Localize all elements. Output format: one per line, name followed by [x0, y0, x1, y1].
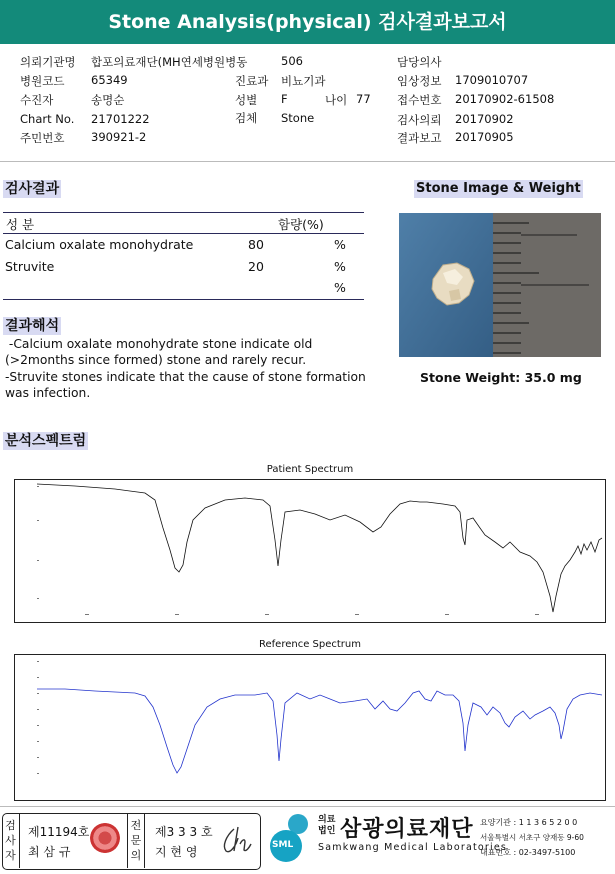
footer-divider [0, 806, 615, 807]
sex-label: 성별 [235, 93, 258, 107]
row-1-value: 80 [248, 237, 264, 252]
row-3-unit: % [334, 280, 346, 295]
spectrum-section-title: 분석스펙트럼 [5, 433, 87, 449]
examiner-license: 제11194호 [28, 825, 90, 839]
col-content-header: 함량(%) [278, 217, 324, 232]
interpretation-line-1: -Calcium oxalate monohydrate stone indicate old [5, 337, 313, 351]
examiner-seal [90, 823, 120, 853]
reference-spectrum-line [37, 689, 602, 773]
age-label: 나이 [325, 93, 348, 107]
chart-value: 21701222 [91, 112, 150, 126]
org-info-1: 요양기관 : 1 1 3 6 5 2 0 0 [480, 818, 578, 827]
reference-spectrum-plot [14, 654, 606, 801]
row-2-value: 20 [248, 259, 264, 274]
id-label: 주민번호 [20, 131, 65, 145]
specialist-signature [218, 824, 254, 856]
hospital-code-label: 병원코드 [20, 74, 65, 88]
patient-spectrum-title: Patient Spectrum [266, 464, 354, 475]
request-value: 20170902 [455, 112, 514, 126]
specimen-value: Stone [281, 111, 315, 125]
ward-value: 506 [281, 54, 303, 68]
department-value: 비뇨기과 [281, 74, 326, 88]
patient-spectrum-plot [14, 479, 606, 623]
specialist-license: 제3 3 3 호 [155, 825, 213, 839]
department-label: 진료과 [235, 74, 269, 88]
report-label: 결과보고 [397, 131, 442, 145]
org-small-2: 법인 [318, 826, 336, 836]
weight-value: 35.0 [524, 370, 556, 385]
header-divider [0, 161, 615, 162]
examiner-name: 최 삼 규 [28, 845, 71, 859]
col-component-header: 성 분 [6, 217, 35, 232]
row-2-name: Struvite [5, 259, 55, 274]
stone-photo [399, 213, 601, 357]
sml-logo-text: SML [272, 840, 294, 850]
institution-label: 의뢰기관명 [20, 55, 76, 69]
request-label: 검사의뢰 [397, 113, 442, 127]
org-english: Samkwang Medical Laboratories [318, 842, 508, 853]
row-2-unit: % [334, 259, 346, 274]
specialist-name: 지 현 영 [155, 845, 198, 859]
report-title: Stone Analysis(physical) 검사결과보고서 [0, 0, 615, 44]
specimen-label: 검체 [235, 111, 258, 125]
interpretation-line-3: -Struvite stones indicate that the cause of stone formation [5, 370, 366, 384]
table-bottom-line [3, 299, 364, 300]
age-value: 77 [356, 92, 371, 106]
table-header-line [3, 233, 364, 234]
receipt-label: 접수번호 [397, 93, 442, 107]
chart-label: Chart No. [20, 112, 75, 126]
weight-label: Stone Weight: [420, 370, 521, 385]
specialist-label: 전문의 [127, 813, 145, 868]
interpretation-line-2: (>2months since formed) stone and rarely recur. [5, 353, 307, 367]
org-small-1: 의료 [318, 815, 336, 825]
weight-unit: mg [559, 370, 582, 385]
clinical-value: 1709010707 [455, 73, 529, 87]
receipt-value: 20170902-61508 [455, 92, 555, 106]
interpretation-title: 결과해석 [5, 318, 60, 334]
clinical-label: 임상정보 [397, 74, 442, 88]
patient-value: 송명순 [91, 93, 125, 107]
examiner-label: 검사자 [2, 813, 20, 868]
org-info-3: 대표번호 : 02-3497-5100 [480, 848, 576, 857]
reference-spectrum-title: Reference Spectrum [259, 639, 361, 650]
org-info-2: 서울특별시 서초구 양재동 9-60 [480, 833, 584, 842]
patient-label: 수진자 [20, 93, 54, 107]
row-1-unit: % [334, 237, 346, 252]
stone-weight [420, 370, 582, 385]
sex-value: F [281, 92, 288, 106]
image-section-title: Stone Image & Weight [416, 181, 581, 196]
report-value: 20170905 [455, 130, 514, 144]
results-section-title: 검사결과 [5, 181, 60, 197]
org-name: 삼광의료재단 [340, 817, 474, 842]
patient-spectrum-line [37, 484, 602, 612]
doctor-label: 담당의사 [397, 55, 442, 69]
institution-value: 합포의료재단(MH연세병원병동 [91, 55, 248, 69]
interpretation-line-4: was infection. [5, 386, 91, 400]
id-value: 390921-2 [91, 130, 147, 144]
table-top-line [3, 212, 364, 213]
sml-logo [264, 812, 314, 864]
hospital-code-value: 65349 [91, 73, 128, 87]
row-1-name: Calcium oxalate monohydrate [5, 237, 194, 252]
